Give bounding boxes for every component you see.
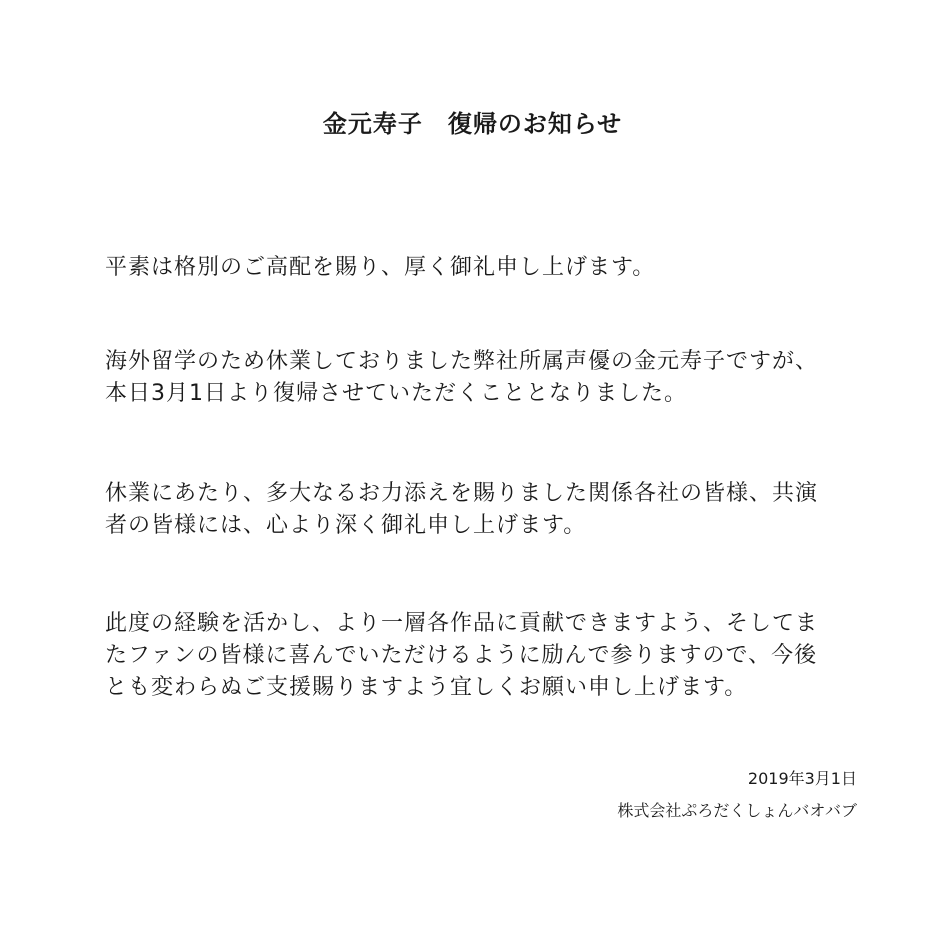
paragraph-line: 海外留学のため休業しておりました弊社所属声優の金元寿子ですが、 [105,349,819,374]
announcement-paragraph [105,346,865,410]
notice-title: 金元寿子 復帰のお知らせ [322,110,623,138]
thanks-paragraph [105,478,865,542]
closing-paragraph [105,608,865,704]
notice-date: 2019年3月1日 [747,769,857,788]
company-name: 株式会社ぷろだくしょんバオバブ [617,801,857,820]
signature-block [617,763,857,827]
greeting-paragraph [105,252,865,284]
paragraph-line: 本日3月1日より復帰させていただくこととなりました。 [105,381,687,406]
paragraph-line: たファンの皆様に喜んでいただけるように励んで参りますので、今後 [105,643,818,668]
paragraph-line: 平素は格別のご高配を賜り、厚く御礼申し上げます。 [105,255,656,280]
paragraph-line: 者の皆様には、心より深く御礼申し上げます。 [105,513,587,538]
paragraph-line: とも変わらぬご支援賜りますよう宜しくお願い申し上げます。 [105,675,748,700]
paragraph-line: 此度の経験を活かし、より一層各作品に貢献できますよう、そしてま [105,611,819,636]
paragraph-line: 休業にあたり、多大なるお力添えを賜りました関係各社の皆様、共演 [105,481,819,506]
